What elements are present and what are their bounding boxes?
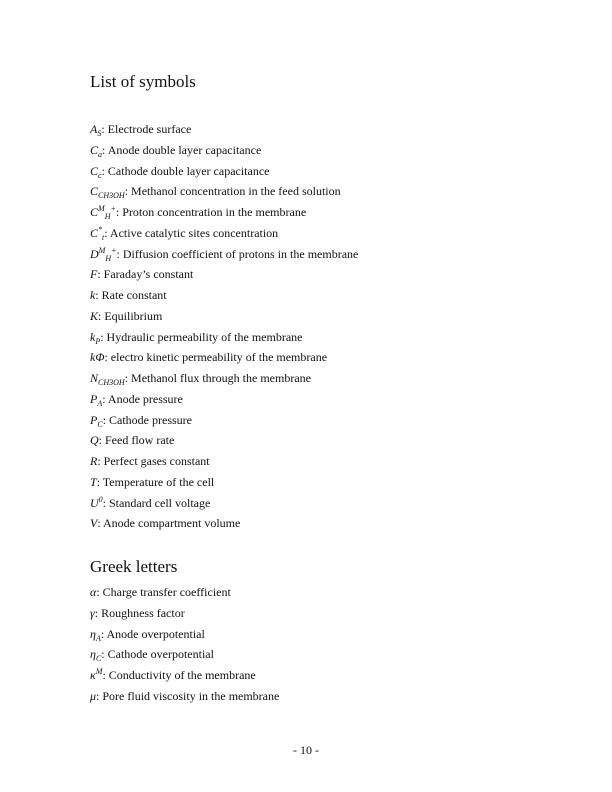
symbol-base: k bbox=[90, 350, 96, 365]
symbol-base: μ bbox=[90, 688, 97, 703]
symbol-base: η bbox=[90, 647, 96, 662]
symbol-entry bbox=[90, 204, 358, 225]
symbol-subscript: CH3OH bbox=[98, 378, 125, 387]
symbol-subscript: A bbox=[95, 633, 101, 643]
symbol-description: : Electrode surface bbox=[101, 122, 192, 136]
symbol-entry bbox=[90, 495, 358, 516]
symbol-subscript: S bbox=[97, 129, 102, 138]
symbol-description: : Faraday’s constant bbox=[97, 267, 194, 282]
symbol-description: : Anode compartment volume bbox=[97, 516, 241, 531]
symbol-base: D bbox=[90, 246, 99, 261]
symbol-superscript: + bbox=[111, 245, 117, 255]
symbol-symbol bbox=[90, 496, 103, 510]
symbol-symbol bbox=[90, 330, 100, 344]
symbol-entry bbox=[90, 287, 358, 308]
symbol-base: R bbox=[90, 454, 98, 468]
symbol-description: : Feed flow rate bbox=[98, 433, 175, 448]
symbol-entry bbox=[90, 183, 358, 204]
symbol-subscript: H bbox=[105, 253, 112, 263]
greek-symbol bbox=[90, 668, 102, 682]
symbol-base: C bbox=[90, 142, 99, 157]
symbol-symbol bbox=[90, 247, 117, 261]
greek-description: : Roughness factor bbox=[94, 605, 185, 620]
symbol-subscript: A bbox=[97, 398, 103, 408]
symbol-superscript: * bbox=[98, 224, 103, 234]
symbol-description: : Cathode double layer capacitance bbox=[101, 163, 270, 178]
symbol-base: k bbox=[90, 288, 96, 302]
symbol-subscript: CH3OH bbox=[98, 191, 125, 201]
symbol-base: C bbox=[90, 163, 99, 178]
symbol-base: C bbox=[90, 205, 99, 219]
symbol-symbol bbox=[90, 371, 125, 385]
symbol-superscript: M bbox=[95, 667, 103, 676]
symbol-description: : electro kinetic permeability of the membrane bbox=[104, 350, 328, 365]
symbol-description: : Methanol flux through the membrane bbox=[124, 371, 311, 385]
symbol-entry bbox=[90, 391, 358, 412]
symbol-symbol bbox=[90, 184, 125, 201]
symbol-entry bbox=[90, 370, 358, 391]
symbol-list bbox=[90, 121, 358, 536]
symbol-entry bbox=[90, 515, 358, 536]
symbol-symbol bbox=[90, 122, 101, 136]
symbol-subscript: P bbox=[95, 336, 101, 346]
symbol-subscript: H bbox=[104, 212, 111, 221]
symbol-symbol bbox=[90, 205, 116, 219]
page-number: - 10 - bbox=[293, 743, 319, 757]
symbol-entry bbox=[90, 432, 358, 453]
symbol-description: : Standard cell voltage bbox=[102, 495, 211, 510]
symbol-subscript: C bbox=[97, 419, 103, 429]
greek-description: : Pore fluid viscosity in the membrane bbox=[96, 688, 280, 703]
symbol-subscript: c bbox=[98, 170, 102, 180]
greek-entry bbox=[90, 605, 279, 626]
symbol-description: : Equilibrium bbox=[98, 308, 163, 323]
greek-letter-list bbox=[90, 584, 279, 709]
symbol-entry bbox=[90, 474, 358, 495]
symbol-description: : Temperature of the cell bbox=[96, 474, 215, 489]
symbol-entry bbox=[90, 412, 358, 433]
greek-description: : Anode overpotential bbox=[100, 626, 205, 641]
symbol-suffix: Φ bbox=[95, 350, 105, 365]
symbol-superscript: 0 bbox=[98, 494, 103, 504]
greek-symbol bbox=[90, 647, 102, 664]
symbol-symbol bbox=[90, 413, 103, 427]
symbol-subscript: t bbox=[102, 232, 105, 242]
symbol-base: C bbox=[90, 225, 99, 240]
symbol-base: k bbox=[90, 329, 96, 344]
symbol-base: N bbox=[90, 371, 99, 385]
symbol-entry bbox=[90, 453, 358, 474]
symbol-superscript: M bbox=[98, 204, 105, 213]
greek-entry bbox=[90, 688, 279, 709]
symbol-base: κ bbox=[90, 668, 96, 682]
symbol-description: : Perfect gases constant bbox=[97, 454, 210, 468]
symbol-description: : Active catalytic sites concentration bbox=[104, 225, 279, 240]
symbol-base: U bbox=[90, 495, 99, 510]
symbol-symbol bbox=[90, 392, 102, 406]
symbol-base: F bbox=[90, 267, 98, 282]
symbol-entry bbox=[90, 246, 358, 267]
symbol-symbol bbox=[90, 350, 104, 364]
symbol-symbol bbox=[90, 164, 102, 178]
symbol-base: Q bbox=[90, 433, 99, 448]
symbol-symbol bbox=[90, 433, 99, 447]
symbol-description: : Rate constant bbox=[95, 288, 167, 302]
symbol-base: A bbox=[90, 122, 98, 136]
symbol-base: T bbox=[90, 474, 97, 489]
symbol-base: η bbox=[90, 626, 96, 641]
symbol-base: γ bbox=[90, 605, 95, 620]
symbol-description: : Anode double layer capacitance bbox=[102, 142, 262, 157]
symbol-symbol bbox=[90, 475, 97, 489]
symbol-base: P bbox=[90, 412, 98, 427]
symbol-symbol bbox=[90, 143, 102, 157]
symbol-superscript: M bbox=[98, 245, 106, 255]
symbol-description: : Anode pressure bbox=[102, 391, 183, 406]
symbol-base: P bbox=[90, 391, 98, 406]
symbol-description: : Proton concentration in the membrane bbox=[115, 205, 307, 219]
greek-description: : Charge transfer coefficient bbox=[96, 585, 231, 599]
greek-entry bbox=[90, 667, 279, 688]
greek-description: : Cathode overpotential bbox=[101, 647, 214, 662]
section-heading-greek: Greek letters bbox=[90, 557, 178, 576]
symbol-base: K bbox=[90, 308, 99, 323]
greek-description: : Conductivity of the membrane bbox=[102, 668, 256, 682]
symbol-base: C bbox=[90, 184, 99, 199]
symbol-entry bbox=[90, 163, 358, 184]
symbol-description: : Diffusion coefficient of protons in the membrane bbox=[116, 246, 359, 261]
greek-entry bbox=[90, 626, 279, 647]
symbol-base: α bbox=[90, 585, 97, 599]
symbol-subscript: C bbox=[95, 654, 102, 664]
symbol-entry bbox=[90, 142, 358, 163]
symbol-base: V bbox=[90, 516, 98, 531]
symbol-subscript: a bbox=[98, 149, 103, 159]
symbol-description: : Hydraulic permeability of the membrane bbox=[100, 329, 303, 344]
greek-symbol bbox=[90, 627, 101, 641]
symbol-entry bbox=[90, 225, 358, 246]
symbol-description: : Cathode pressure bbox=[102, 412, 192, 427]
symbol-entry bbox=[90, 121, 358, 142]
greek-entry bbox=[90, 646, 279, 667]
symbol-superscript: + bbox=[110, 204, 116, 213]
symbol-entry bbox=[90, 266, 358, 287]
symbol-entry bbox=[90, 329, 358, 350]
symbol-description: : Methanol concentration in the feed solution bbox=[124, 184, 341, 199]
greek-entry bbox=[90, 584, 279, 605]
symbol-entry bbox=[90, 349, 358, 370]
section-heading-symbols: List of symbols bbox=[90, 72, 196, 91]
symbol-symbol bbox=[90, 226, 104, 240]
symbol-entry bbox=[90, 308, 358, 329]
symbol-symbol bbox=[90, 309, 98, 323]
